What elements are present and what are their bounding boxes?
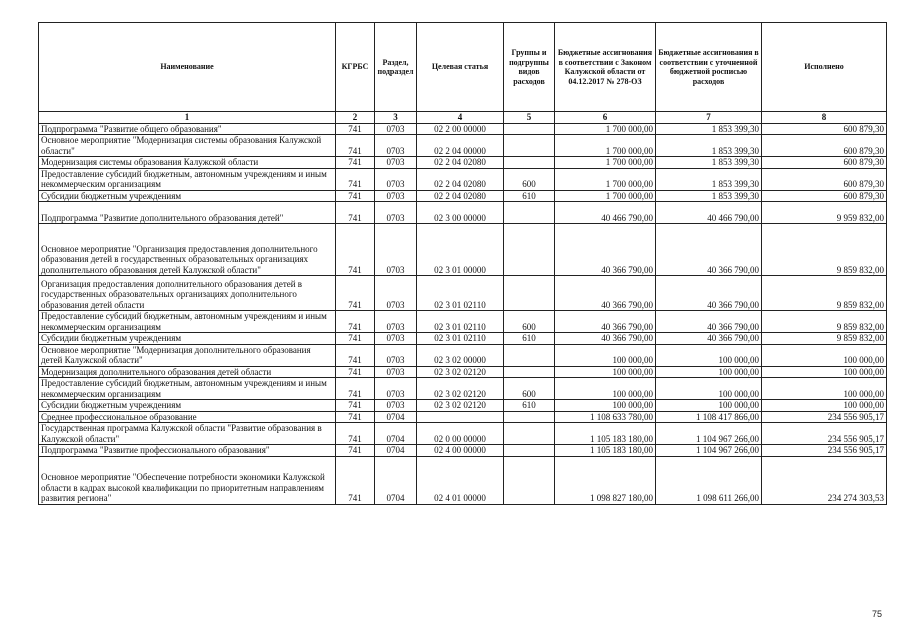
table-row [39,423,887,445]
row-razdel: 0703 [375,190,417,202]
row-executed: 9 959 832,00 [762,202,887,224]
row-kgrbs: 741 [336,135,375,157]
row-razdel: 0703 [375,378,417,400]
row-budget-refined: 1 104 967 266,00 [656,445,762,457]
row-kgrbs: 741 [336,400,375,412]
row-target [417,411,504,423]
row-target: 02 2 04 02080 [417,190,504,202]
row-group: 610 [504,190,555,202]
row-name: Субсидии бюджетным учреждениям [39,190,336,202]
header-target: Целевая статья [417,23,504,112]
row-kgrbs: 741 [336,333,375,345]
row-group [504,411,555,423]
row-kgrbs: 741 [336,123,375,135]
row-target: 02 3 00 00000 [417,202,504,224]
column-number-row [39,112,887,124]
row-budget-refined: 1 104 967 266,00 [656,423,762,445]
row-razdel: 0703 [375,400,417,412]
table-row [39,411,887,423]
table-row [39,344,887,366]
row-target: 02 2 04 02080 [417,168,504,190]
row-budget-law: 100 000,00 [555,344,656,366]
table-row [39,311,887,333]
table-row [39,333,887,345]
row-razdel: 0703 [375,311,417,333]
row-razdel: 0704 [375,445,417,457]
row-budget-law: 100 000,00 [555,400,656,412]
row-budget-refined: 1 853 399,30 [656,157,762,169]
column-number: 5 [504,112,555,124]
row-kgrbs: 741 [336,378,375,400]
row-razdel: 0703 [375,366,417,378]
row-executed: 100 000,00 [762,400,887,412]
row-kgrbs: 741 [336,157,375,169]
row-name: Предоставление субсидий бюджетным, автономным учреждениям и иным некоммерческим организациям [39,311,336,333]
row-target: 02 2 04 02080 [417,157,504,169]
page-number: 75 [871,609,882,619]
row-kgrbs: 741 [336,344,375,366]
row-kgrbs: 741 [336,456,375,504]
row-budget-refined: 40 366 790,00 [656,311,762,333]
row-kgrbs: 741 [336,423,375,445]
header-budget-refined: Бюджетные ассигнования в соответствии с уточненной бюджетной росписью расходов [656,23,762,112]
header-groups: Группы и подгруппы видов расходов [504,23,555,112]
row-executed: 600 879,30 [762,135,887,157]
row-executed: 9 859 832,00 [762,224,887,276]
table-row [39,202,887,224]
row-executed: 100 000,00 [762,366,887,378]
row-group [504,366,555,378]
row-name: Подпрограмма "Развитие профессионального образования" [39,445,336,457]
row-budget-law: 40 366 790,00 [555,333,656,345]
row-group [504,276,555,311]
row-group [504,224,555,276]
row-budget-law: 1 108 633 780,00 [555,411,656,423]
row-kgrbs: 741 [336,276,375,311]
header-name: Наименование [39,23,336,112]
row-executed: 600 879,30 [762,157,887,169]
row-budget-refined: 1 853 399,30 [656,135,762,157]
row-name: Предоставление субсидий бюджетным, автономным учреждениям и иным некоммерческим организациям [39,168,336,190]
row-name: Модернизация системы образования Калужской области [39,157,336,169]
table-row [39,378,887,400]
table-row [39,276,887,311]
row-budget-law: 40 366 790,00 [555,311,656,333]
row-name: Субсидии бюджетным учреждениям [39,400,336,412]
table-row [39,400,887,412]
column-number: 7 [656,112,762,124]
row-target: 02 3 01 02110 [417,333,504,345]
row-budget-law: 1 700 000,00 [555,190,656,202]
row-kgrbs: 741 [336,168,375,190]
row-name: Основное мероприятие "Обеспечение потребности экономики Калужской области в кадрах высокой квалификации по приоритетным направлениям развития региона" [39,456,336,504]
row-budget-refined: 40 466 790,00 [656,202,762,224]
row-executed: 234 556 905,17 [762,423,887,445]
row-name: Субсидии бюджетным учреждениям [39,333,336,345]
row-group: 610 [504,333,555,345]
header-kgrbs: КГРБС [336,23,375,112]
row-group [504,157,555,169]
table-row [39,190,887,202]
row-budget-refined: 1 853 399,30 [656,190,762,202]
row-name: Основное мероприятие "Модернизация системы образования Калужской области" [39,135,336,157]
row-kgrbs: 741 [336,202,375,224]
row-budget-law: 40 366 790,00 [555,276,656,311]
row-name: Основное мероприятие "Модернизация дополнительного образования детей Калужской области" [39,344,336,366]
row-group [504,123,555,135]
row-group [504,423,555,445]
row-target: 02 3 02 00000 [417,344,504,366]
row-name: Подпрограмма "Развитие дополнительного образования детей" [39,202,336,224]
table-row [39,456,887,504]
row-name: Основное мероприятие "Организация предоставления дополнительного образования детей в государственных образовательных организациях дополнительного образования детей Калужской области" [39,224,336,276]
row-budget-law: 100 000,00 [555,378,656,400]
row-budget-refined: 1 853 399,30 [656,123,762,135]
row-razdel: 0703 [375,276,417,311]
row-budget-law: 1 700 000,00 [555,123,656,135]
row-budget-law: 1 105 183 180,00 [555,423,656,445]
table-row [39,445,887,457]
row-budget-refined: 100 000,00 [656,366,762,378]
table-row [39,157,887,169]
row-group: 600 [504,311,555,333]
row-kgrbs: 741 [336,411,375,423]
row-target: 02 2 00 00000 [417,123,504,135]
row-budget-refined: 100 000,00 [656,400,762,412]
row-group: 600 [504,378,555,400]
row-budget-law: 40 366 790,00 [555,224,656,276]
table-row [39,366,887,378]
row-target: 02 3 02 02120 [417,400,504,412]
row-target: 02 4 00 00000 [417,445,504,457]
row-executed: 234 274 303,53 [762,456,887,504]
row-executed: 9 859 832,00 [762,276,887,311]
row-executed: 9 859 832,00 [762,333,887,345]
row-budget-refined: 1 853 399,30 [656,168,762,190]
row-razdel: 0703 [375,333,417,345]
row-group: 610 [504,400,555,412]
row-target: 02 2 04 00000 [417,135,504,157]
row-name: Предоставление субсидий бюджетным, автономным учреждениям и иным некоммерческим организациям [39,378,336,400]
header-budget-law: Бюджетные ассигнования в соответствии с Законом Калужской области от 04.12.2017 № 278-ОЗ [555,23,656,112]
row-razdel: 0704 [375,456,417,504]
row-name: Модернизация дополнительного образования детей области [39,366,336,378]
table-row [39,224,887,276]
row-target: 02 3 02 02120 [417,378,504,400]
row-executed: 600 879,30 [762,123,887,135]
row-razdel: 0703 [375,123,417,135]
row-name: Государственная программа Калужской области "Развитие образования в Калужской области" [39,423,336,445]
row-executed: 234 556 905,17 [762,445,887,457]
row-budget-law: 1 700 000,00 [555,157,656,169]
row-target: 02 3 01 00000 [417,224,504,276]
row-razdel: 0703 [375,344,417,366]
row-razdel: 0703 [375,202,417,224]
row-executed: 600 879,30 [762,168,887,190]
column-number: 6 [555,112,656,124]
row-budget-refined: 40 366 790,00 [656,276,762,311]
row-budget-refined: 1 098 611 266,00 [656,456,762,504]
row-executed: 9 859 832,00 [762,311,887,333]
row-group [504,135,555,157]
column-number: 2 [336,112,375,124]
row-group [504,202,555,224]
column-number: 3 [375,112,417,124]
row-kgrbs: 741 [336,445,375,457]
row-budget-law: 1 700 000,00 [555,168,656,190]
row-razdel: 0704 [375,423,417,445]
row-name: Среднее профессиональное образование [39,411,336,423]
row-razdel: 0703 [375,157,417,169]
row-target: 02 4 01 00000 [417,456,504,504]
row-razdel: 0703 [375,135,417,157]
row-budget-law: 100 000,00 [555,366,656,378]
header-executed: Исполнено [762,23,887,112]
row-group [504,456,555,504]
row-razdel: 0704 [375,411,417,423]
row-kgrbs: 741 [336,190,375,202]
column-number: 1 [39,112,336,124]
row-name: Организация предоставления дополнительного образования детей в государственных образовательных организациях дополнительного образования детей области [39,276,336,311]
row-budget-refined: 40 366 790,00 [656,224,762,276]
row-budget-refined: 40 366 790,00 [656,333,762,345]
table-row [39,168,887,190]
row-budget-law: 1 105 183 180,00 [555,445,656,457]
row-razdel: 0703 [375,224,417,276]
budget-table [38,22,887,505]
row-group: 600 [504,168,555,190]
row-target: 02 3 01 02110 [417,311,504,333]
row-razdel: 0703 [375,168,417,190]
row-target: 02 3 01 02110 [417,276,504,311]
row-target: 02 3 02 02120 [417,366,504,378]
row-group [504,344,555,366]
table-body [39,123,887,504]
row-target: 02 0 00 00000 [417,423,504,445]
budget-report-sheet [38,22,886,505]
column-number: 8 [762,112,887,124]
row-group [504,445,555,457]
row-executed: 234 556 905,17 [762,411,887,423]
row-budget-law: 1 700 000,00 [555,135,656,157]
row-kgrbs: 741 [336,311,375,333]
row-budget-refined: 100 000,00 [656,344,762,366]
row-budget-refined: 1 108 417 866,00 [656,411,762,423]
row-kgrbs: 741 [336,366,375,378]
header-razdel: Раздел, подраздел [375,23,417,112]
row-budget-refined: 100 000,00 [656,378,762,400]
row-executed: 100 000,00 [762,378,887,400]
table-header-row [39,23,887,112]
row-executed: 100 000,00 [762,344,887,366]
row-name: Подпрограмма "Развитие общего образования" [39,123,336,135]
table-row [39,135,887,157]
column-number: 4 [417,112,504,124]
row-kgrbs: 741 [336,224,375,276]
row-budget-law: 1 098 827 180,00 [555,456,656,504]
row-executed: 600 879,30 [762,190,887,202]
row-budget-law: 40 466 790,00 [555,202,656,224]
table-row [39,123,887,135]
